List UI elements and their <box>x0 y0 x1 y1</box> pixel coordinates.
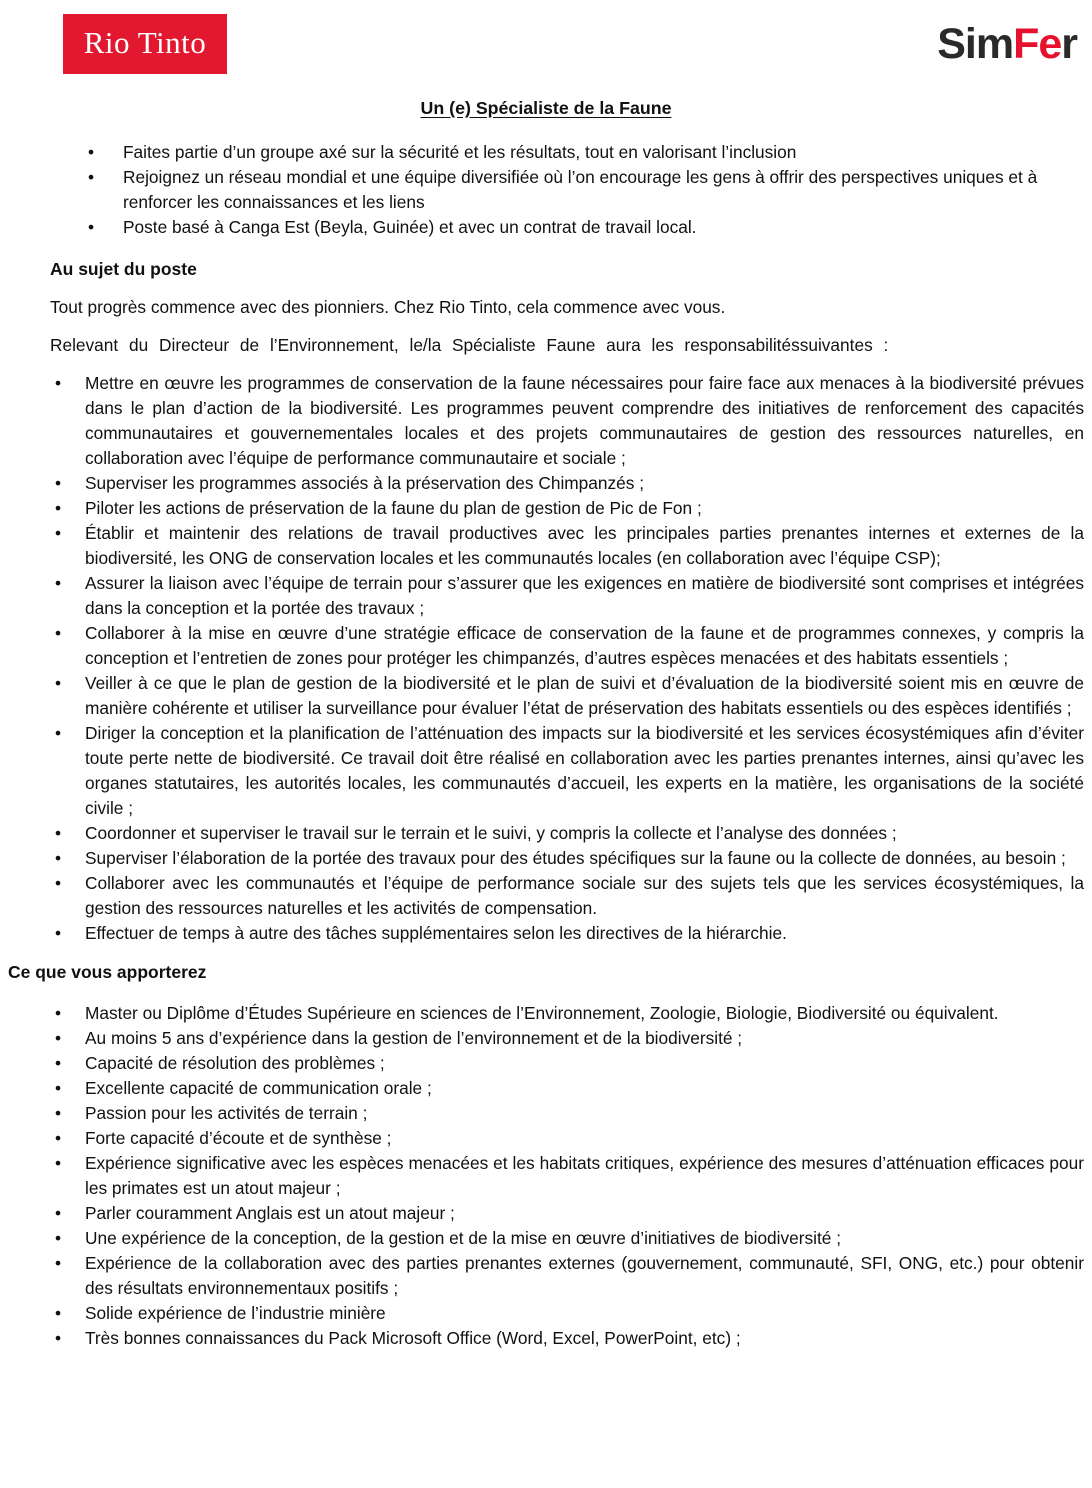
about-paragraph-2: Relevant du Directeur de l’Environnement, le/la Spécialiste Faune aura les responsabilitéssuivantes : <box>50 335 889 355</box>
list-item: • Superviser les programmes associés à la préservation des Chimpanzés ; <box>55 471 1084 496</box>
list-item: • Passion pour les activités de terrain ; <box>55 1101 1084 1126</box>
list-item: • Coordonner et superviser le travail sur le terrain et le suivi, y compris la collecte et l’analyse des données ; <box>55 821 1084 846</box>
list-item: • Établir et maintenir des relations de travail productives avec les principales parties prenantes internes et externes de la biodiversité, les ONG de conservation locales et les communautés locales (en collaboration avec l’équipe CSP); <box>55 521 1084 571</box>
list-item: • Superviser l’élaboration de la portée des travaux pour des études spécifiques sur la faune ou la collecte de données, au besoin ; <box>55 846 1084 871</box>
simfer-logo-part3: r <box>1061 19 1077 68</box>
intro-bullet-list <box>8 140 1082 240</box>
list-item: • Piloter les actions de préservation de la faune du plan de gestion de Pic de Fon ; <box>55 496 1084 521</box>
rio-tinto-logo-text: Rio Tinto <box>83 25 207 60</box>
list-item: • Rejoignez un réseau mondial et une équipe diversifiée où l’on encourage les gens à offrir des perspectives uniques et à renforcer les connaissances et les liens <box>88 165 1082 215</box>
list-item: • Faites partie d’un groupe axé sur la sécurité et les résultats, tout en valorisant l’inclusion <box>88 140 1082 165</box>
page-title: Un (e) Spécialiste de la Faune <box>420 98 672 118</box>
list-item: • Expérience significative avec les espèces menacées et les habitats critiques, expérience des mesures d’atténuation efficaces pour les primates est un atout majeur ; <box>55 1151 1084 1201</box>
section-heading-bring: Ce que vous apporterez <box>8 962 207 982</box>
letterhead <box>63 13 1077 75</box>
about-paragraph-1: Tout progrès commence avec des pionniers. Chez Rio Tinto, cela commence avec vous. <box>50 297 726 317</box>
list-item: • Diriger la conception et la planification de l’atténuation des impacts sur la biodiversité et les services écosystémiques afin d’éviter toute perte nette de biodiversité. Ce travail doit être réalisé en collaboration avec les parties prenantes internes, ainsi qu’avec les organes statutaires, les autorités locales, les communautés d’accueil, les experts en la matière, les organisations de la société civile ; <box>55 721 1084 821</box>
list-item: • Assurer la liaison avec l’équipe de terrain pour s’assurer que les exigences en matière de biodiversité sont comprises et intégrées dans la conception et la portée des travaux ; <box>55 571 1084 621</box>
list-item: • Forte capacité d’écoute et de synthèse ; <box>55 1126 1084 1151</box>
list-item: • Excellente capacité de communication orale ; <box>55 1076 1084 1101</box>
simfer-logo-part2: Fe <box>1013 19 1062 68</box>
list-item: • Parler couramment Anglais est un atout majeur ; <box>55 1201 1084 1226</box>
list-item: • Master ou Diplôme d’Études Supérieure en sciences de l’Environnement, Zoologie, Biologie, Biodiversité ou équivalent. <box>55 1001 1084 1026</box>
simfer-logo-part1: Sim <box>937 19 1014 68</box>
qualifications-list <box>8 1001 1084 1351</box>
list-item: • Collaborer à la mise en œuvre d’une stratégie efficace de conservation de la faune et de programmes connexes, y compris la conception et l’entretien de zones pour protéger les chimpanzés, d’autres espèces menacées et des habitats essentiels ; <box>55 621 1084 671</box>
list-item: • Veiller à ce que le plan de gestion de la biodiversité et le plan de suivi et d’évaluation de la biodiversité soient mis en œuvre de manière cohérente et utiliser la surveillance pour évaluer l’état de préservation des habitats essentiels ou des espèces identifiés ; <box>55 671 1084 721</box>
list-item: • Une expérience de la conception, de la gestion et de la mise en œuvre d’initiatives de biodiversité ; <box>55 1226 1084 1251</box>
list-item: • Très bonnes connaissances du Pack Microsoft Office (Word, Excel, PowerPoint, etc) ; <box>55 1326 1084 1351</box>
section-heading-about: Au sujet du poste <box>50 259 197 279</box>
responsibilities-list <box>8 371 1084 946</box>
list-item: • Au moins 5 ans d’expérience dans la gestion de l’environnement et de la biodiversité ; <box>55 1026 1084 1051</box>
rio-tinto-logo <box>63 14 227 74</box>
simfer-logo <box>937 19 1077 68</box>
list-item: • Poste basé à Canga Est (Beyla, Guinée) et avec un contrat de travail local. <box>88 215 1082 240</box>
list-item: • Mettre en œuvre les programmes de conservation de la faune nécessaires pour faire face aux menaces à la biodiversité prévues dans le plan d’action de la biodiversité. Les programmes peuvent comprendre des initiatives de renforcement des capacités communautaires et gouvernementales locales et des projets communautaires de gestion des ressources naturelles, en collaboration avec l’équipe de performance communautaire et sociale ; <box>55 371 1084 471</box>
list-item: • Expérience de la collaboration avec des parties prenantes externes (gouvernement, communauté, SFI, ONG, etc.) pour obtenir des résultats environnementaux positifs ; <box>55 1251 1084 1301</box>
list-item: • Effectuer de temps à autre des tâches supplémentaires selon les directives de la hiérarchie. <box>55 921 1084 946</box>
list-item: • Collaborer avec les communautés et l’équipe de performance sociale sur des sujets tels que les services écosystémiques, la gestion des ressources naturelles et les activités de compensation. <box>55 871 1084 921</box>
list-item: • Solide expérience de l’industrie minière <box>55 1301 1084 1326</box>
list-item: • Capacité de résolution des problèmes ; <box>55 1051 1084 1076</box>
